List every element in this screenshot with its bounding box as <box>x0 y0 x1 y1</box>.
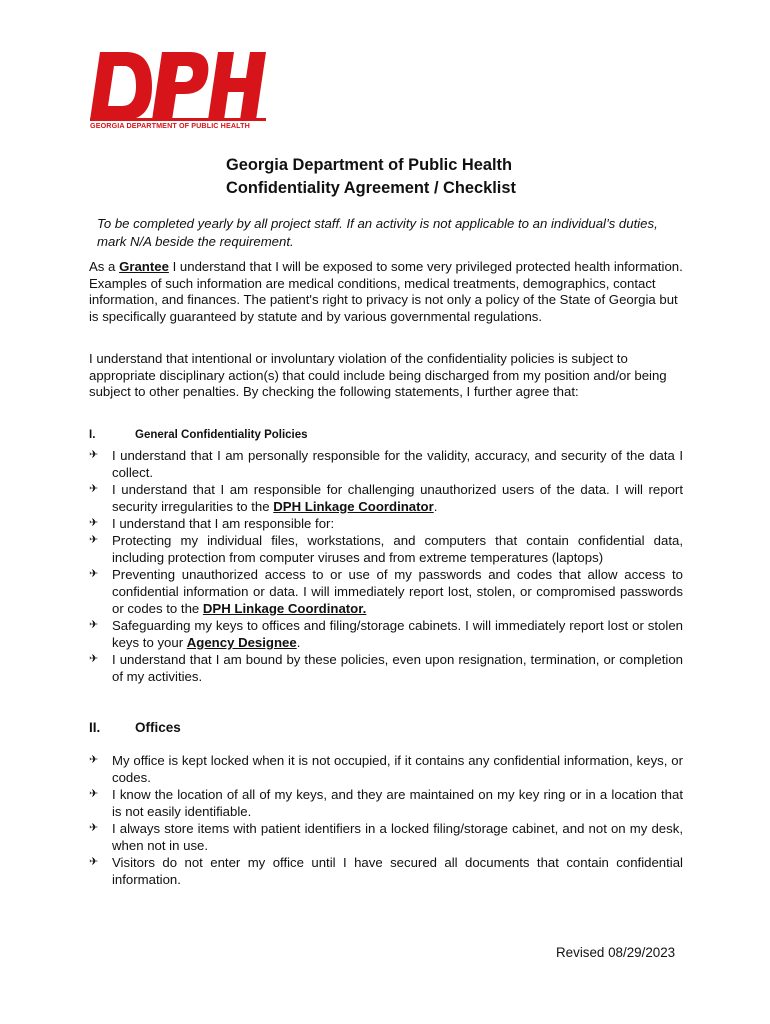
list-item: ✈ I know the location of all of my keys, and they are maintained on my key ring or in a location that is not easily identifiable. <box>89 787 683 819</box>
list-item: ✈ I understand that I am responsible for: <box>89 516 335 531</box>
dph-logo <box>86 46 268 132</box>
instructions: To be completed yearly by all project staff. If an activity is not applicable to an individual’s duties, mark N/A beside the requirement. <box>97 216 658 249</box>
plane-bullet-icon: ✈ <box>89 449 99 461</box>
plane-bullet-icon: ✈ <box>89 822 99 834</box>
section-2-heading <box>89 719 181 736</box>
section-1-number: I. <box>89 429 96 441</box>
section-2-title: Offices <box>135 720 181 735</box>
list-item: ✈ Visitors do not enter my office until I have secured all documents that contain confidential information. <box>89 855 683 887</box>
section-1-heading <box>89 427 308 444</box>
agency-designee-link[interactable]: Agency Designee <box>186 635 297 650</box>
plane-bullet-icon: ✈ <box>89 754 99 766</box>
intro-body: I understand that I will be exposed to some very privileged protected health information. Examples of such information are medical conditions, medical treatments, demographics, contact information, and finances. The patient's right to privacy is not only a policy of the State of Georgia but is specifically guaranteed by statute and by various governmental regulations. <box>89 259 683 325</box>
list-item: ✈ I understand that I am bound by these policies, even upon resignation, termination, or completion of my activities. <box>89 652 683 684</box>
logo-letter-h <box>208 52 266 120</box>
list-item: ✈ Safeguarding my keys to offices and filing/storage cabinets. I will immediately report lost or stolen keys to your Agency Designee. <box>89 618 683 650</box>
intro-prefix: As a <box>89 259 120 274</box>
document-title <box>226 154 516 200</box>
list-item: ✈ I understand that I am responsible for challenging unauthorized users of the data. I will report security irregularities to the DPH Linkage Coordinator. <box>89 482 683 514</box>
section-1-title: General Confidentiality Policies <box>135 429 308 441</box>
section-1-list <box>89 447 683 685</box>
list-item: ✈ Preventing unauthorized access to or use of my passwords and codes that allow access to confidential information or data. I will immediately report lost, stolen, or compromised passwords or codes to the DPH Linkage Coordinator. <box>89 567 683 616</box>
list-item: ✈ I understand that I am personally responsible for the validity, accuracy, and security of the data I collect. <box>89 448 683 480</box>
plane-bullet-icon: ✈ <box>89 568 99 580</box>
grantee-term: Grantee <box>119 259 169 274</box>
title-line-2: Confidentiality Agreement / Checklist <box>226 179 516 197</box>
section-2-number: II. <box>89 720 101 735</box>
plane-bullet-icon: ✈ <box>89 856 99 868</box>
logo-caption: GEORGIA DEPARTMENT OF PUBLIC HEALTH <box>90 121 250 130</box>
list-item: ✈ My office is kept locked when it is not occupied, if it contains any confidential information, keys, or codes. <box>89 753 683 785</box>
plane-bullet-icon: ✈ <box>89 788 99 800</box>
list-item: ✈ Protecting my individual files, workstations, and computers that contain confidential data, including protection from computer viruses and from extreme temperatures (laptops) <box>89 533 683 565</box>
section-2-list <box>89 752 683 888</box>
plane-bullet-icon: ✈ <box>89 653 99 665</box>
revised-date: Revised 08/29/2023 <box>556 945 676 960</box>
plane-bullet-icon: ✈ <box>89 517 99 529</box>
dph-logo-letters <box>90 52 266 120</box>
title-line-1: Georgia Department of Public Health <box>226 156 512 174</box>
plane-bullet-icon: ✈ <box>89 483 99 495</box>
intro-paragraph <box>89 259 683 326</box>
logo-letter-d <box>90 52 152 120</box>
plane-bullet-icon: ✈ <box>89 619 99 631</box>
violation-paragraph: I understand that intentional or involuntary violation of the confidentiality policies is subject to appropriate disciplinary action(s) that could include being discharged from my position and/or being subject to other penalties. By checking the following statements, I further agree that: <box>89 351 667 400</box>
dph-linkage-coordinator-link[interactable]: DPH Linkage Coordinator. <box>202 601 367 616</box>
plane-bullet-icon: ✈ <box>89 534 99 546</box>
list-item: ✈ I always store items with patient identifiers in a locked filing/storage cabinet, and not on my desk, when not in use. <box>89 821 683 853</box>
logo-letter-p <box>152 52 208 120</box>
dph-linkage-coordinator-link[interactable]: DPH Linkage Coordinator <box>273 499 434 514</box>
